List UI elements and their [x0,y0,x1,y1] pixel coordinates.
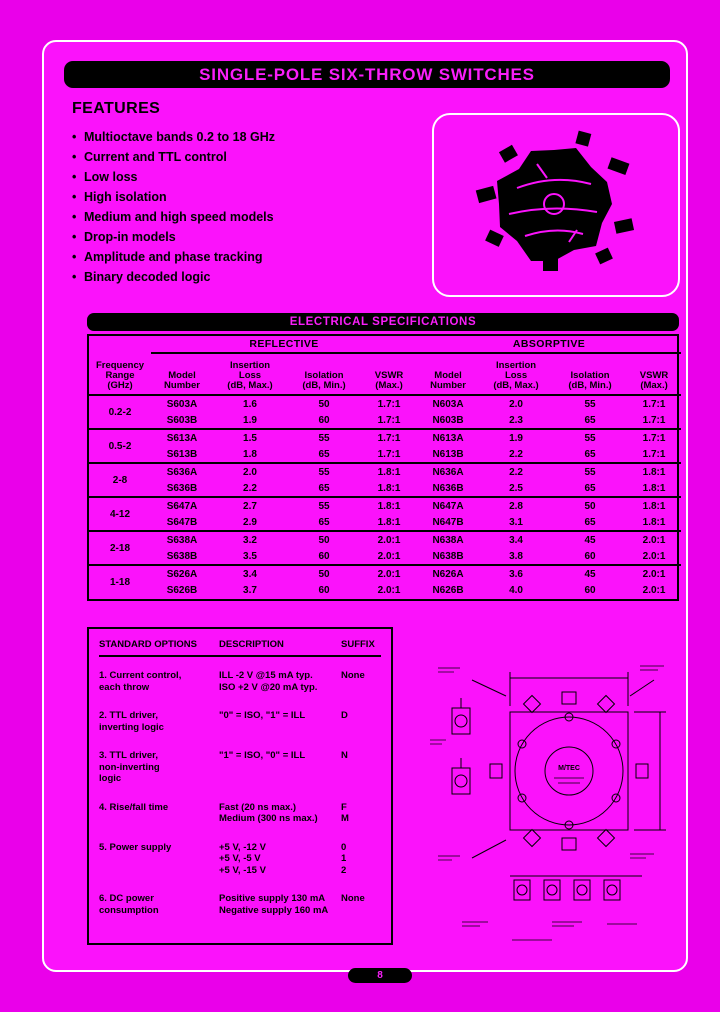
spec-cell: 55 [584,398,596,410]
spec-cell: 2.5 [509,482,523,494]
electrical-specs-bar [87,313,679,331]
bullet-icon: • [72,170,77,184]
option-description: +5 V, -12 V +5 V, -5 V +5 V, -15 V [219,841,266,876]
spec-row [89,395,681,412]
mechanical-drawing [402,640,682,952]
option-name: 2. TTL driver, inverting logic [99,710,164,733]
product-photo-icon [449,122,663,288]
spec-cell: 45 [553,531,627,548]
spec-group-label: ABSORPTIVE [417,336,681,353]
option-name: 3. TTL driver, non-inverting logic [99,750,160,784]
feature-text: High isolation [84,190,167,204]
spec-cell: 65 [318,516,330,528]
option-row [99,893,381,916]
spec-column-header: Frequency Range (GHz) [89,353,151,395]
spec-cell: 1.8:1 [377,516,401,528]
drawing-center-label: M/TEC [558,765,580,772]
spec-cell: 2.0:1 [642,585,666,596]
spec-cell: 55 [287,429,361,446]
feature-text: Binary decoded logic [84,270,211,284]
spec-cell: N626A [417,565,479,582]
spec-cell: N603B [432,414,464,426]
bullet-icon: • [72,150,77,164]
spec-cell: 3.5 [243,550,257,562]
option-name: 1. Current control, each throw [99,670,182,693]
options-list [99,670,381,916]
spec-cell: S647A [151,497,213,514]
spec-cell: 55 [287,463,361,480]
feature-item [72,127,417,147]
spec-row [89,446,681,463]
spec-cell: S613A [151,429,213,446]
spec-cell: 65 [584,414,596,426]
freq-range-cell: 0.2-2 [108,406,132,418]
spec-cell: 65 [318,482,330,494]
spec-cell: 1.8:1 [627,463,681,480]
bullet-icon: • [72,230,77,244]
option-name: 6. DC power consumption [99,893,159,916]
feature-item [72,207,417,227]
option-name: 4. Rise/fall time [99,801,169,813]
spec-row [89,429,681,446]
freq-range-cell: 2-18 [89,531,151,565]
spec-cell: 1.7:1 [377,448,401,460]
spec-cell: N613A [417,429,479,446]
options-header-row [99,639,381,657]
spec-column-header: VSWR (Max.) [361,353,417,395]
spec-row [89,582,681,599]
spec-cell: 3.8 [509,550,523,562]
spec-cell: 2.0 [509,398,523,410]
datasheet-page [42,40,688,972]
option-description: ILL -2 V @15 mA typ. ISO +2 V @20 mA typ. [219,670,318,693]
spec-row [89,565,681,582]
spec-cell: 2.0:1 [642,550,666,562]
spec-group-label: REFLECTIVE [151,336,417,353]
spec-cell: 45 [553,565,627,582]
spec-cell: 2.8 [479,497,553,514]
spec-cell: 1.8:1 [642,482,666,494]
options-header-description: DESCRIPTION [219,639,284,650]
spec-cell: 1.7:1 [627,429,681,446]
spec-cell: 50 [287,565,361,582]
spec-cell: 60 [584,585,596,596]
spec-cell: 2.0 [213,463,287,480]
spec-cell: 1.8:1 [361,497,417,514]
option-row [99,750,381,785]
bullet-icon: • [72,250,77,264]
spec-row [89,412,681,429]
freq-range-cell: 0.5-2 [89,429,151,463]
option-description: "0" = ISO, "1" = ILL [219,710,306,721]
spec-cell: 50 [553,497,627,514]
spec-cell: S603B [166,414,198,426]
spec-row [89,514,681,531]
spec-cell: 2.0:1 [627,565,681,582]
spec-cell: 1.7:1 [377,414,401,426]
page-title-bar [64,61,670,88]
spec-cell: N638B [432,550,464,562]
option-description: Fast (20 ns max.) Medium (300 ns max.) [219,801,318,824]
spec-cell: 1.8:1 [642,516,666,528]
feature-text: Current and TTL control [84,150,227,164]
spec-cell: 65 [584,516,596,528]
option-suffix: None [341,670,365,681]
spec-cell: 2.0:1 [377,550,401,562]
feature-item [72,187,417,207]
spec-cell: 60 [584,550,596,562]
spec-cell: 55 [287,497,361,514]
spec-column-header: Isolation (dB, Min.) [553,353,627,395]
spec-cell: 55 [553,463,627,480]
spec-row [89,497,681,514]
spec-cell: S638A [151,531,213,548]
spec-cell: 2.3 [509,414,523,426]
spec-cell: 3.6 [479,565,553,582]
feature-item [72,267,417,287]
feature-item [72,167,417,187]
spec-column-header: Model Number [151,353,213,395]
spec-cell: N613B [432,448,464,460]
spec-cell: 2.2 [509,448,523,460]
spec-cell: N647A [417,497,479,514]
spec-cell: 3.2 [213,531,287,548]
feature-item [72,227,417,247]
spec-cell: 1.5 [213,429,287,446]
spec-cell: S647B [166,516,198,528]
bullet-icon: • [72,210,77,224]
electrical-specs-title: ELECTRICAL SPECIFICATIONS [289,316,477,328]
spec-cell: 65 [584,448,596,460]
standard-options-box [87,627,393,945]
spec-group-spacer [89,336,151,353]
spec-table-wrap [87,334,679,601]
spec-cell: 3.7 [243,585,257,596]
spec-cell: N638A [417,531,479,548]
spec-column-header: Insertion Loss (dB, Max.) [479,353,553,395]
spec-cell: 2.0:1 [627,531,681,548]
feature-text: Drop-in models [84,230,176,244]
page-title: SINGLE-POLE SIX-THROW SWITCHES [199,64,535,84]
option-suffix: D [341,710,348,721]
bullet-icon: • [72,130,77,144]
option-description: Positive supply 130 mA Negative supply 160 mA [219,893,329,916]
spec-cell: S603A [166,398,198,410]
spec-cell: 1.8:1 [361,463,417,480]
spec-cell: 2.7 [213,497,287,514]
spec-cell: 2.2 [243,482,257,494]
spec-cell: N636B [432,482,464,494]
spec-header-row [89,353,681,395]
spec-cell: 1.8 [243,448,257,460]
bullet-icon: • [72,270,77,284]
bullet-icon: • [72,190,77,204]
spec-cell: S638B [166,550,198,562]
spec-cell: 1.8:1 [627,497,681,514]
spec-cell: 2.2 [479,463,553,480]
spec-cell: 65 [318,448,330,460]
option-row [99,670,381,693]
option-suffix: N [341,750,348,761]
spec-cell: 3.1 [509,516,523,528]
spec-cell: 65 [584,482,596,494]
spec-cell: S636A [151,463,213,480]
spec-column-header: VSWR (Max.) [627,353,681,395]
spec-cell: 1.7:1 [377,398,401,410]
option-row [99,710,381,733]
spec-column-header: Model Number [417,353,479,395]
spec-cell: 60 [318,414,330,426]
spec-cell: N636A [417,463,479,480]
spec-row [89,480,681,497]
spec-table [89,336,681,599]
spec-row [89,531,681,548]
spec-cell: 4.0 [509,585,523,596]
spec-cell: 1.6 [243,398,257,410]
option-suffix: 0 1 2 [341,841,347,876]
options-header-suffix: SUFFIX [341,639,375,650]
features-list [72,127,417,287]
spec-cell: 55 [553,429,627,446]
features-heading: FEATURES [72,100,161,117]
features-section [72,100,417,287]
spec-cell: S626A [151,565,213,582]
freq-range-cell: 1-18 [89,565,151,599]
spec-cell: S636B [166,482,198,494]
spec-cell: N647B [432,516,464,528]
spec-cell: 2.9 [243,516,257,528]
feature-item [72,247,417,267]
spec-row [89,548,681,565]
spec-cell: 60 [318,550,330,562]
spec-cell: N626B [432,585,464,596]
spec-column-header: Insertion Loss (dB, Max.) [213,353,287,395]
product-photo-box [432,113,680,297]
option-row [99,842,381,877]
mechanical-drawing-svg [402,640,682,952]
spec-cell: S626B [166,585,198,596]
freq-range-cell: 4-12 [89,497,151,531]
spec-cell: 50 [318,398,330,410]
spec-cell: 3.4 [213,565,287,582]
spec-cell: 2.0:1 [377,585,401,596]
spec-row [89,463,681,480]
spec-cell: 50 [287,531,361,548]
page-number-badge [348,968,412,983]
spec-cell: 2.0:1 [361,531,417,548]
spec-cell: 1.7:1 [642,414,666,426]
feature-item [72,147,417,167]
freq-range-cell: 2-8 [89,463,151,497]
spec-cell: S613B [166,448,198,460]
spec-cell: 1.9 [243,414,257,426]
spec-cell: 60 [318,585,330,596]
spec-cell: 1.7:1 [361,429,417,446]
feature-text: Low loss [84,170,138,184]
option-row [99,802,381,825]
option-suffix: None [341,893,365,904]
spec-cell: 1.7:1 [642,398,666,410]
spec-cell: 2.0:1 [361,565,417,582]
feature-text: Medium and high speed models [84,210,274,224]
feature-text: Multioctave bands 0.2 to 18 GHz [84,130,276,144]
options-header-name: STANDARD OPTIONS [99,639,197,650]
spec-cell: N603A [432,398,464,410]
spec-cell: 3.4 [479,531,553,548]
spec-cell: 1.9 [479,429,553,446]
spec-cell: 1.7:1 [642,448,666,460]
spec-group-row [89,336,681,353]
page-number: 8 [377,970,383,981]
option-suffix: F M [341,801,349,824]
option-name: 5. Power supply [99,841,172,853]
spec-cell: 1.8:1 [377,482,401,494]
spec-column-header: Isolation (dB, Min.) [287,353,361,395]
option-description: "1" = ISO, "0" = ILL [219,750,306,761]
feature-text: Amplitude and phase tracking [84,250,263,264]
